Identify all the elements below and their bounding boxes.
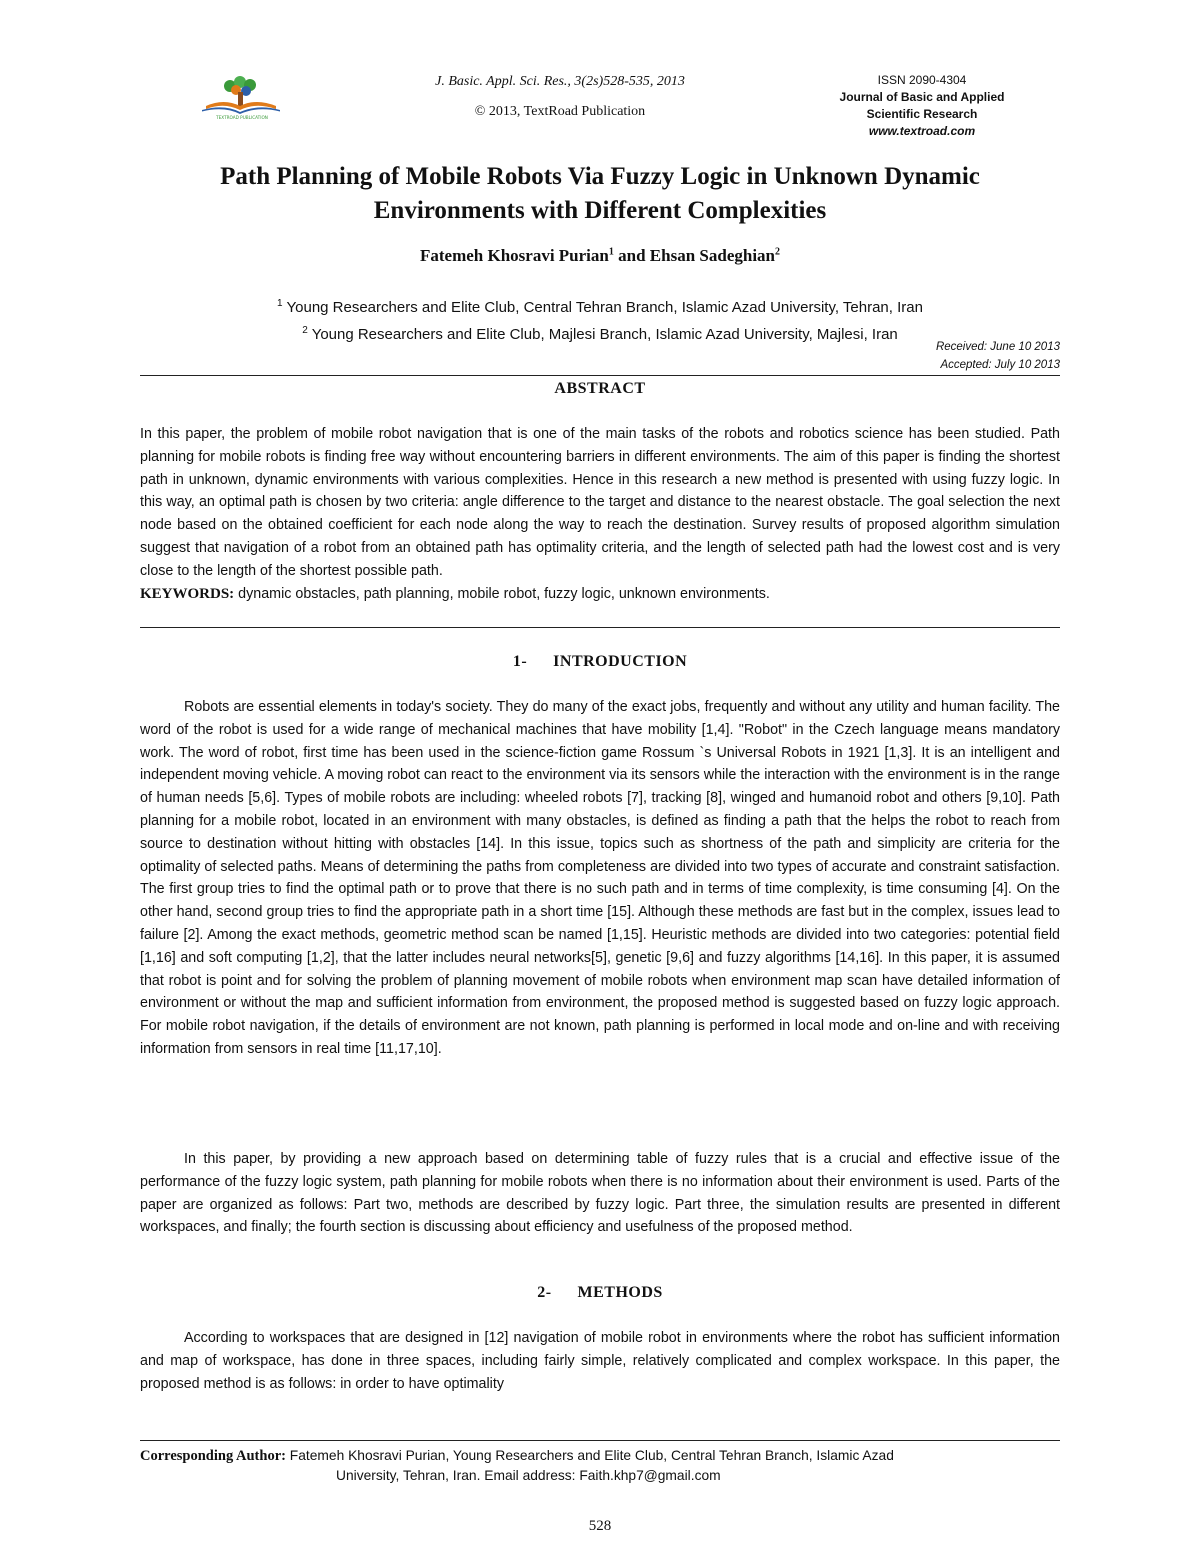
abstract-top-rule [140,375,1060,376]
author-1: Fatemeh Khosravi Purian [419,246,609,265]
footnote-rule [140,1440,1060,1441]
affiliation-2-text: Young Researchers and Elite Club, Majlesi Branch, Islamic Azad University, Majlesi, Iran [311,326,898,343]
paper-title [140,160,1060,228]
section-1-title: INTRODUCTION [553,653,688,670]
methods-paragraph-1: According to workspaces that are designed in [12] navigation of mobile robot in environments where the robot has sufficient information and map of workspace, has done in three spaces, including fairly simple, relatively complicated and complex workspace. In this paper, the proposed method is as follows: in order to have optimality [140,1330,1060,1392]
received-accepted-dates [760,338,1060,374]
section-2-number: 2- [537,1284,552,1301]
journal-name-line1: Journal of Basic and Applied [839,90,1005,104]
title-line2: Environments with Different Complexities [373,197,827,224]
journal-header-right [812,72,1032,140]
abstract-bottom-rule [140,627,1060,628]
section-1-number: 1- [512,653,528,670]
section-2-title: METHODS [577,1284,663,1301]
author-1-sup: 1 [608,246,614,258]
abstract-heading: ABSTRACT [554,380,646,397]
author-2: Ehsan Sadeghian [649,246,775,265]
journal-website-link[interactable]: www.textroad.com [868,124,976,138]
accepted-date: Accepted: July 10 2013 [940,359,1060,371]
textroad-tree-logo-icon [200,76,284,120]
author-connector: and [618,246,646,265]
journal-name-line2: Scientific Research [866,107,978,121]
logo-caption: TEXTROAD PUBLICATION [216,115,268,120]
journal-header-center [380,72,740,122]
intro-paragraph-2: In this paper, by providing a new approach based on determining table of fuzzy rules that is a crucial and effective issue of the performance of the fuzzy logic system, path planning for mobile robots when there is no information about their environment is used. Parts of the paper are organized as follows: Part two, methods are described by fuzzy logic. Part three, the simulation results are presented in different workspaces, and finally; the fourth section is discussing about efficiency and usefulness of the proposed method. [140,1151,1060,1236]
title-line1: Path Planning of Mobile Robots Via Fuzzy Logic in Unknown Dynamic [220,163,980,190]
page-number: 528 [588,1518,612,1534]
copyright: © 2013, TextRoad Publication [474,104,646,119]
affiliation-2-sup: 2 [302,325,308,336]
affiliation-1-sup: 1 [277,298,283,309]
keywords-label: KEYWORDS: [140,585,235,602]
footnote-line2: University, Tehran, Iran. Email address: Faith.khp7@gmail.com [336,1468,721,1483]
intro-paragraph-1: Robots are essential elements in today's society. They do many of the exact jobs, frequently and without any utility and human facility. The word of the robot is used for a wide range of mechanical machines that have mobility [1,4]. "Robot" in the Czech language means mandatory work. The word of robot, first time has been used in the science-fiction game Rossum `s Universal Robots in 1921 [1,3]. It is an intelligent and independent moving vehicle. A moving robot can react to the environment via its sensors while the interaction with the environment is in the range of human needs [5,6]. Types of mobile robots are including: wheeled robots [7], tracking [8], winged and humanoid robot and others [9,10]. Path planning for a mobile robot, located in an environment with many obstacles, is defined as finding a path that the helps the robot to reach from source to destination without hitting with obstacles [14]. In this issue, topics such as shortness of the path and simplicity are criteria for the optimality of selected paths. Means of determining the paths from completeness are divided into two types of accurate and constraint satisfaction. The first group tries to find the optimal path or to prove that there is no such path and in terms of time complexity, is time consuming [4]. On the other hand, second group tries to find the appropriate path in a short time [15]. Although these methods are fast but in the complex, issues lead to failure [2]. Among the exact methods, geometric method scan be named [1,15]. Heuristic methods are divided into two categories: potential field [1,16] and soft computing [1,2], that the latter includes neural networks[5], genetic [9,6] and fuzzy algorithms [14,16]. In this paper, it is assumed that robot is point and for solving the problem of planning movement of mobile robots when environment map scan have detailed information of environment or without the map and sufficient information from environment, the proposed method is suggested based on fuzzy logic approach. For mobile robot navigation, if the details of environment are not known, path planning is performed in local mode and on-line and with receiving information from sensors in real time [11,17,10]. [140,699,1060,1057]
corresponding-author-footnote [140,1446,1060,1485]
author-list [140,246,1060,266]
received-date: Received: June 10 2013 [935,341,1060,353]
section-1-heading [140,653,1060,671]
issn: ISSN 2090-4304 [877,73,967,87]
footnote-line1: Fatemeh Khosravi Purian, Young Researchers and Elite Club, Central Tehran Branch, Islamic Azad [285,1448,894,1463]
abstract-body [140,423,1060,605]
section-2-heading [140,1284,1060,1302]
keywords-text: dynamic obstacles, path planning, mobile robot, fuzzy logic, unknown environments. [234,585,770,602]
citation: J. Basic. Appl. Sci. Res., 3(2s)528-535, 2013 [435,74,685,89]
abstract-text: In this paper, the problem of mobile robot navigation that is one of the main tasks of the robots and robotics science has been studied. Path planning for mobile robots is finding free way without encountering barriers in different environments. The aim of this paper is finding the shortest path in unknown, dynamic environments with various complexities. Hence in this research a new method is presented with using fuzzy logic. In this way, an optimal path is chosen by two criteria: angle difference to the target and distance to the nearest obstacle. The goal selection the next node based on the obtained coefficient for each node along the way to reach the destination. Survey results of proposed algorithm simulation suggest that navigation of a robot from an obtained path has optimality criteria, and the length of selected path had the lowest cost and is very close to the length of the shortest possible path. [140,426,1060,579]
affiliation-1-text: Young Researchers and Elite Club, Central Tehran Branch, Islamic Azad University, Tehran, Iran [286,299,923,316]
author-2-sup: 2 [775,246,780,258]
corresponding-author-label: Corresponding Author: [140,1448,286,1464]
affiliation-1 [140,292,1060,319]
